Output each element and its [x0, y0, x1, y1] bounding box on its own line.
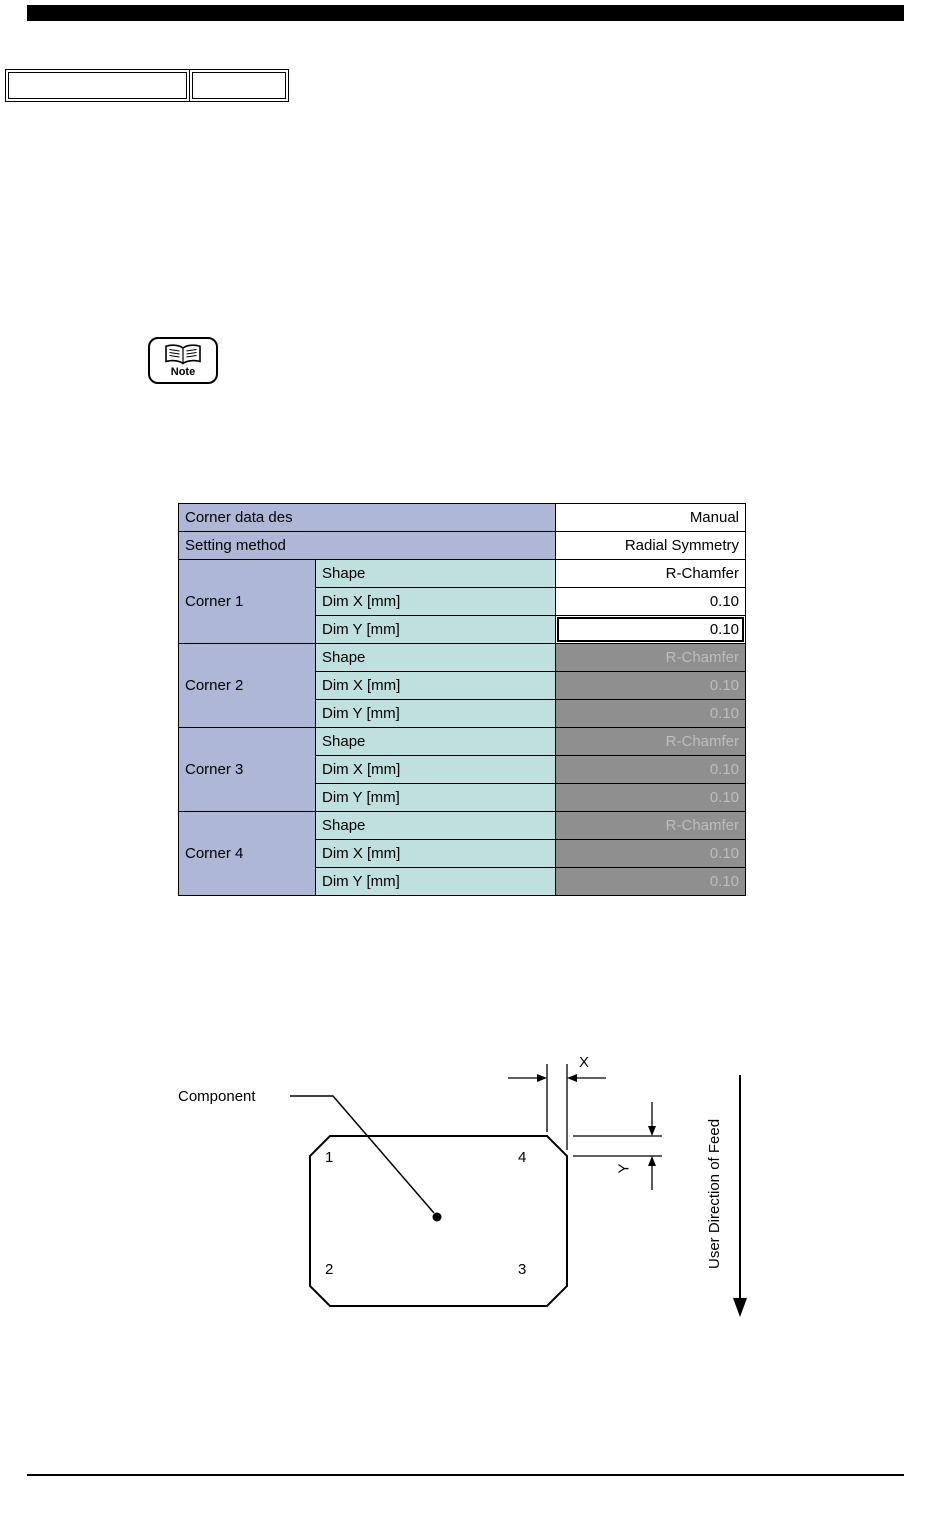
corner-2-shape-label: Shape — [316, 644, 556, 672]
corner-1-shape-value[interactable]: R-Chamfer — [556, 560, 746, 588]
dim-y-arrow-up — [648, 1156, 656, 1166]
header-box-left — [5, 69, 190, 102]
dim-y-label: Y — [615, 1163, 633, 1174]
table-row — [179, 728, 746, 756]
corner-2-dim-y-value: 0.10 — [556, 700, 746, 728]
corner-3-dim-x-label: Dim X [mm] — [316, 756, 556, 784]
component-label: Component — [178, 1088, 256, 1105]
corner-4-dim-x-value: 0.10 — [556, 840, 746, 868]
feed-arrow-head — [733, 1298, 747, 1317]
corner-4-header: Corner 4 — [179, 812, 316, 896]
component-diagram — [170, 1050, 790, 1340]
corner-3-shape-label: Shape — [316, 728, 556, 756]
corner-1-dim-x-value[interactable]: 0.10 — [556, 588, 746, 616]
corner-3-shape-value: R-Chamfer — [556, 728, 746, 756]
open-book-icon — [164, 344, 202, 366]
corner-number-1: 1 — [325, 1149, 334, 1166]
dim-x-arrow-right — [537, 1074, 547, 1082]
corner-number-3: 3 — [518, 1261, 527, 1278]
corner-number-2: 2 — [325, 1261, 334, 1278]
header-box-left-inner — [8, 72, 187, 99]
note-label: Note — [170, 365, 196, 378]
component-center-dot — [433, 1213, 442, 1222]
corner-1-dim-y-value[interactable]: 0.10 — [556, 616, 746, 644]
corner-3-header: Corner 3 — [179, 728, 316, 812]
corner-2-dim-x-label: Dim X [mm] — [316, 672, 556, 700]
diagram-canvas — [170, 1050, 790, 1340]
setting-method-label: Setting method — [179, 532, 556, 560]
feed-direction-label: User Direction of Feed — [706, 1118, 723, 1270]
corner-1-dim-x-label: Dim X [mm] — [316, 588, 556, 616]
dimension-y — [573, 1102, 662, 1190]
corner-1-header: Corner 1 — [179, 560, 316, 644]
corner-3-dim-y-label: Dim Y [mm] — [316, 784, 556, 812]
corner-2-dim-x-value: 0.10 — [556, 672, 746, 700]
corner-data-designation-value[interactable]: Manual — [556, 504, 746, 532]
corner-number-4: 4 — [518, 1149, 527, 1166]
corner-1-shape-label: Shape — [316, 560, 556, 588]
corner-1-dim-y-label: Dim Y [mm] — [316, 616, 556, 644]
corner-3-dim-y-value: 0.10 — [556, 784, 746, 812]
corner-data-table-container — [178, 503, 748, 901]
table-row — [179, 644, 746, 672]
header-boxes — [5, 69, 289, 102]
corner-3-dim-x-value: 0.10 — [556, 756, 746, 784]
table-row — [179, 812, 746, 840]
corner-data-designation-label: Corner data des — [179, 504, 556, 532]
table-row — [179, 504, 746, 532]
corner-4-shape-value: R-Chamfer — [556, 812, 746, 840]
corner-4-dim-y-label: Dim Y [mm] — [316, 868, 556, 896]
header-bar — [27, 5, 904, 21]
note-icon — [148, 337, 218, 384]
header-box-right-inner — [192, 72, 286, 99]
dim-y-arrow-down — [648, 1126, 656, 1136]
table-row — [179, 560, 746, 588]
corner-data-table — [178, 503, 746, 896]
dim-x-label: X — [579, 1054, 590, 1071]
table-row — [179, 532, 746, 560]
dim-x-arrow-left — [567, 1074, 577, 1082]
header-box-right — [189, 69, 289, 102]
corner-2-header: Corner 2 — [179, 644, 316, 728]
corner-2-shape-value: R-Chamfer — [556, 644, 746, 672]
corner-4-dim-x-label: Dim X [mm] — [316, 840, 556, 868]
footer-rule — [27, 1474, 904, 1476]
corner-4-shape-label: Shape — [316, 812, 556, 840]
corner-2-dim-y-label: Dim Y [mm] — [316, 700, 556, 728]
setting-method-value[interactable]: Radial Symmetry — [556, 532, 746, 560]
corner-4-dim-y-value: 0.10 — [556, 868, 746, 896]
